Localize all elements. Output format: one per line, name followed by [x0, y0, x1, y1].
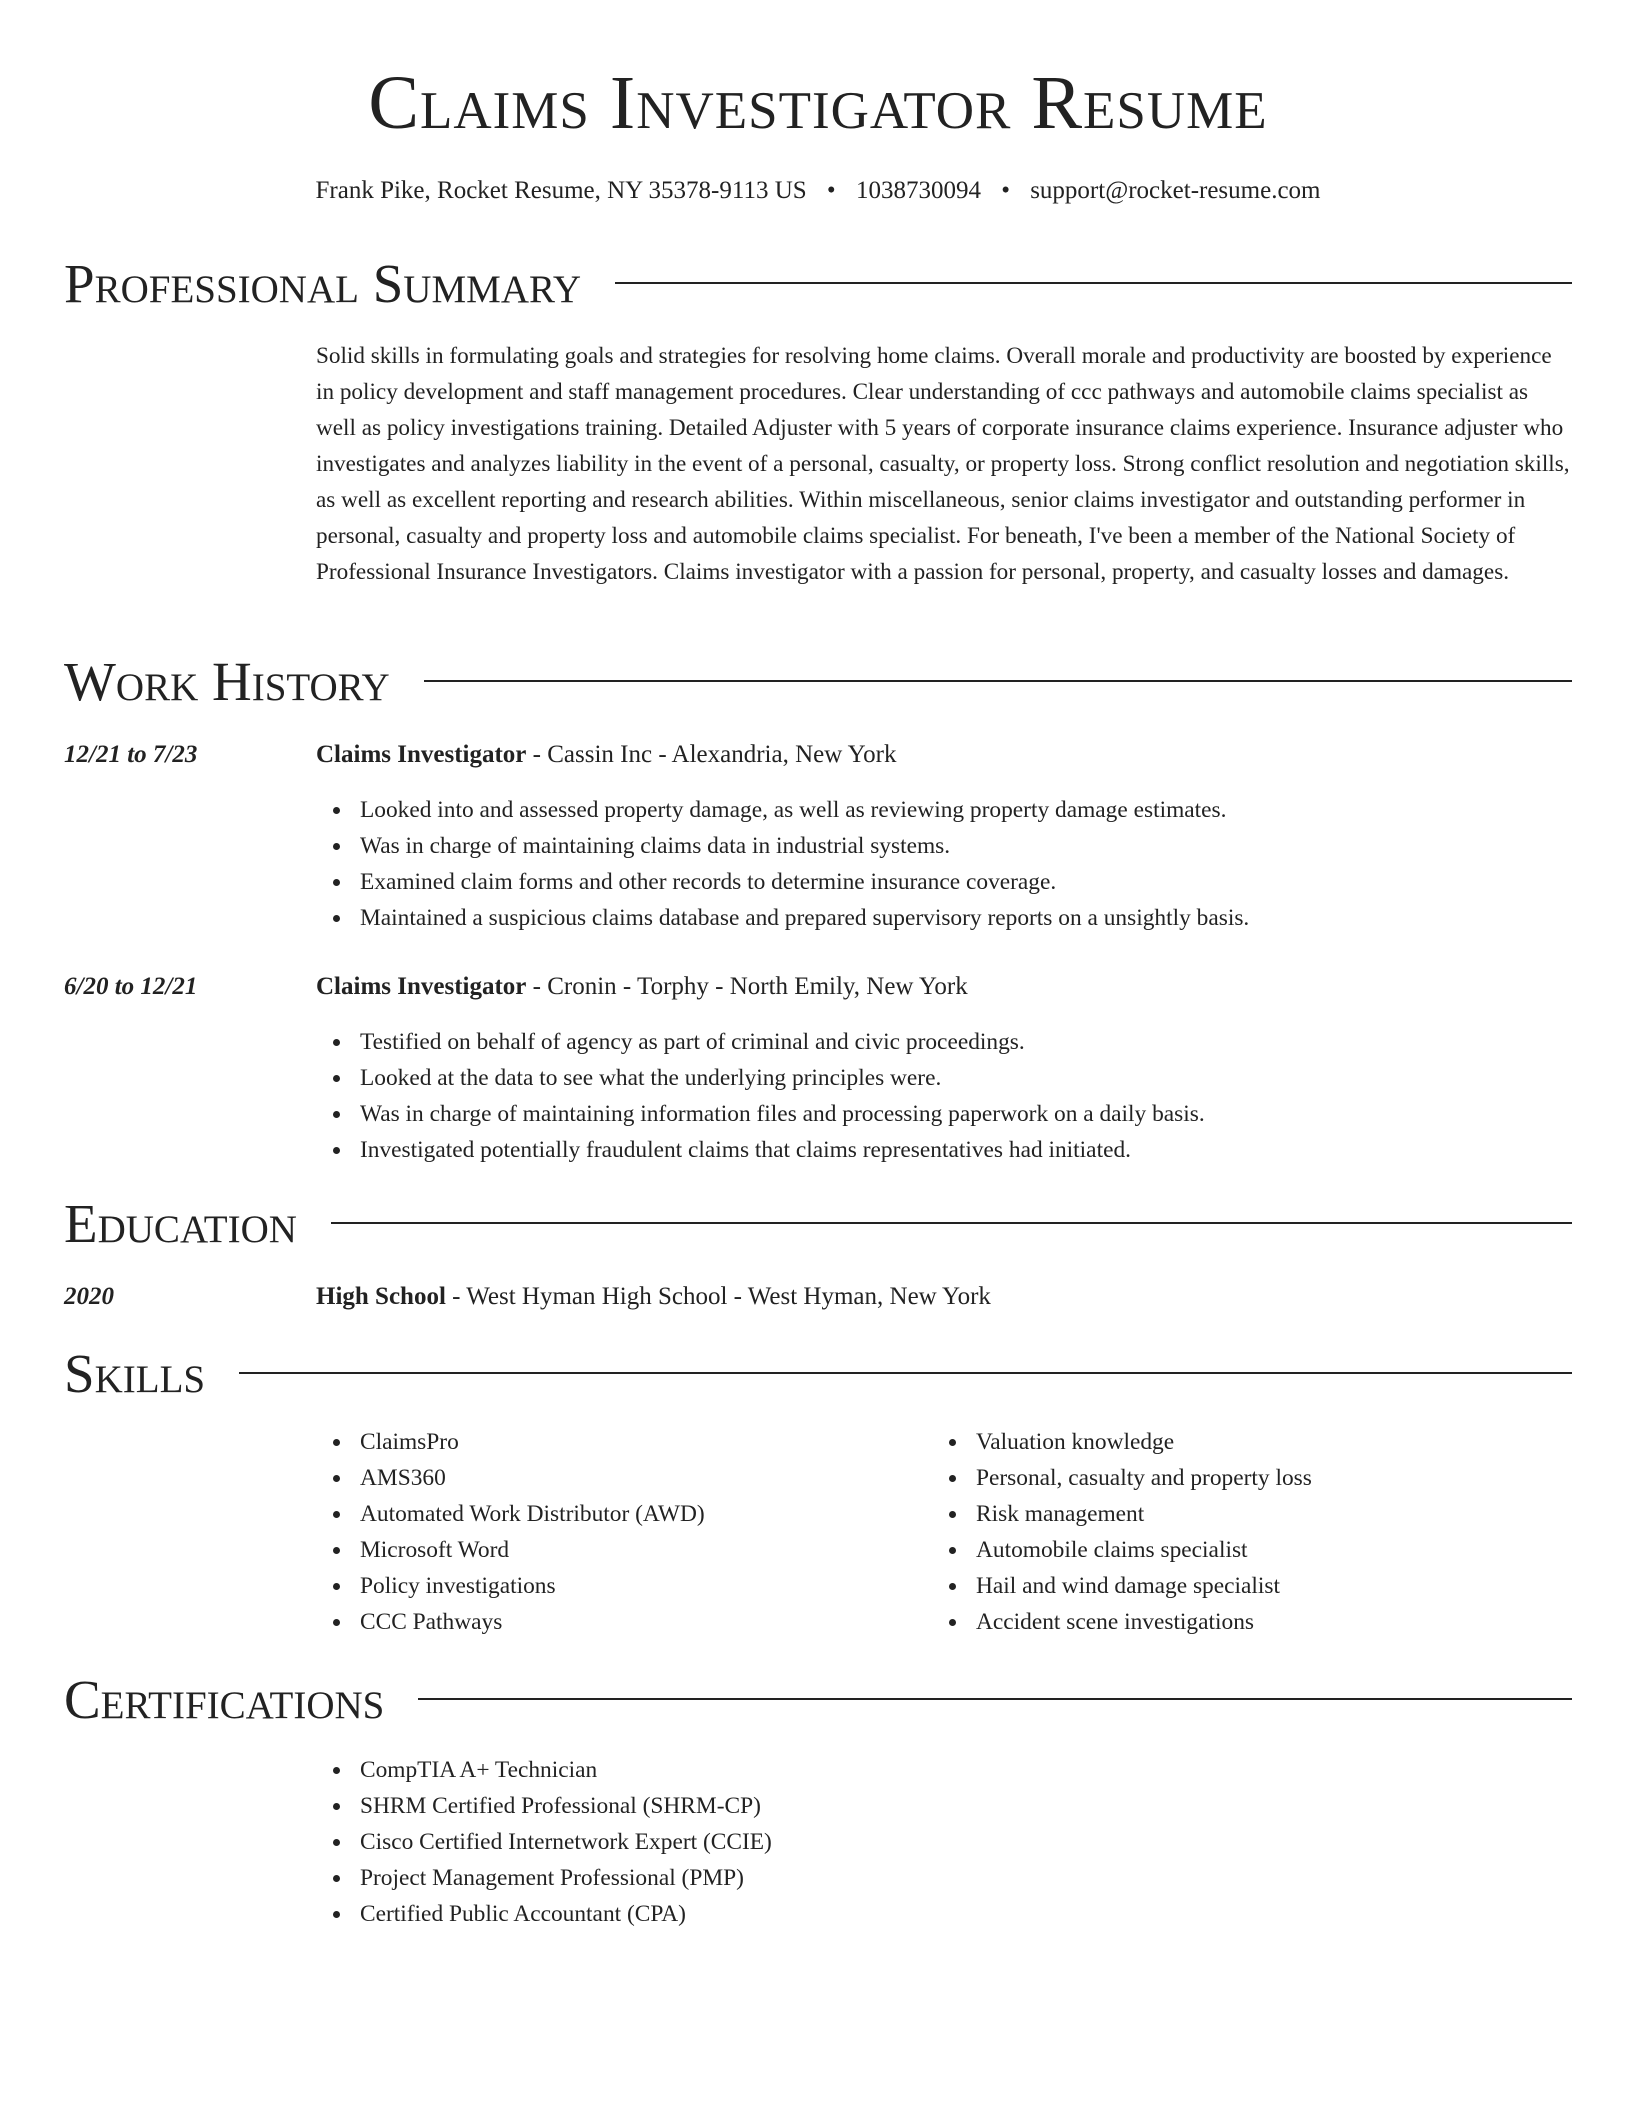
contact-address: Frank Pike, Rocket Resume, NY 35378-9113 US [315, 177, 807, 204]
job-details: - Cronin - Torphy - North Emily, New York [526, 973, 968, 1000]
section-header-work-history [64, 650, 1572, 714]
education-heading [316, 1280, 991, 1314]
job-bullet: Was in charge of maintaining information files and processing paperwork on a daily basis. [316, 1096, 1205, 1132]
job-bullet: Maintained a suspicious claims database and prepared supervisory reports on a unsightly basis. [316, 900, 1249, 936]
certification-item: Project Management Professional (PMP) [316, 1860, 772, 1896]
certifications-list [316, 1752, 772, 1932]
contact-separator: • [826, 177, 836, 204]
section-header-education [64, 1192, 1572, 1256]
job-title: Claims Investigator [316, 741, 527, 768]
certification-item: CompTIA A+ Technician [316, 1752, 772, 1788]
section-title-skills: Skills [64, 1343, 206, 1404]
job-bullet: Looked into and assessed property damage, as well as reviewing property damage estimates. [316, 792, 1249, 828]
resume-title: Claims Investigator Resume [368, 61, 1268, 145]
skill-item: Microsoft Word [316, 1532, 705, 1568]
contact-email: support@rocket-resume.com [1030, 177, 1321, 204]
job-bullet: Examined claim forms and other records to determine insurance coverage. [316, 864, 1249, 900]
skill-item: Valuation knowledge [932, 1424, 1312, 1460]
education-details: - West Hyman High School - West Hyman, New York [445, 1283, 991, 1310]
skill-item: CCC Pathways [316, 1604, 705, 1640]
job-heading [316, 738, 897, 772]
section-divider [615, 282, 1572, 284]
certification-item: Certified Public Accountant (CPA) [316, 1896, 772, 1932]
skill-item: Personal, casualty and property loss [932, 1460, 1312, 1496]
education-year: 2020 [64, 1283, 114, 1310]
skills-list-right [932, 1424, 1312, 1640]
skill-item: Automated Work Distributor (AWD) [316, 1496, 705, 1532]
job-bullets [316, 1024, 1205, 1168]
job-title: Claims Investigator [316, 973, 527, 1000]
section-divider [331, 1222, 1572, 1224]
certification-item: SHRM Certified Professional (SHRM-CP) [316, 1788, 772, 1824]
summary-text: Solid skills in formulating goals and strategies for resolving home claims. Overall morale and productivity are boosted by experience in policy development and staff management procedures. Clear understanding of ccc pathways and automobile claims specialist as well as policy investigations training. Detailed Adjuster with 5 years of corporate insurance claims experience. Insurance adjuster who investigates and analyzes liability in the event of a personal, casualty, or property loss. Strong conflict resolution and negotiation skills, as well as excellent reporting and research abilities. Within miscellaneous, senior claims investigator and outstanding performer in personal, casualty and property loss and automobile claims specialist. For beneath, I've been a member of the National Society of Professional Insurance Investigators. Claims investigator with a passion for personal, property, and casualty losses and damages. [316, 343, 1570, 585]
section-title-summary: Professional Summary [64, 253, 582, 314]
contact-line [64, 174, 1572, 208]
skill-item: Hail and wind damage specialist [932, 1568, 1312, 1604]
job-heading [316, 970, 968, 1004]
job-bullets [316, 792, 1249, 936]
contact-phone: 1038730094 [855, 177, 981, 204]
job-dates: 12/21 to 7/23 [64, 741, 198, 768]
section-title-work-history: Work History [64, 651, 390, 712]
section-header-certifications [64, 1668, 1572, 1732]
skill-item: AMS360 [316, 1460, 705, 1496]
job-details: - Cassin Inc - Alexandria, New York [526, 741, 897, 768]
section-divider [424, 680, 1572, 682]
job-dates: 6/20 to 12/21 [64, 973, 198, 1000]
section-header-summary [64, 252, 1572, 316]
skills-list-left [316, 1424, 705, 1640]
section-divider [239, 1372, 1572, 1374]
job-bullet: Testified on behalf of agency as part of criminal and civic proceedings. [316, 1024, 1205, 1060]
section-title-certifications: Certifications [64, 1669, 385, 1730]
skill-item: Accident scene investigations [932, 1604, 1312, 1640]
certification-item: Cisco Certified Internetwork Expert (CCIE) [316, 1824, 772, 1860]
section-title-education: Education [64, 1193, 297, 1254]
section-divider [418, 1698, 1572, 1700]
education-degree: High School [316, 1283, 446, 1310]
skill-item: ClaimsPro [316, 1424, 705, 1460]
skill-item: Policy investigations [316, 1568, 705, 1604]
job-bullet: Was in charge of maintaining claims data in industrial systems. [316, 828, 1249, 864]
section-header-skills [64, 1342, 1572, 1406]
skill-item: Automobile claims specialist [932, 1532, 1312, 1568]
job-bullet: Investigated potentially fraudulent claims that claims representatives had initiated. [316, 1132, 1205, 1168]
contact-separator: • [1001, 177, 1010, 204]
job-bullet: Looked at the data to see what the underlying principles were. [316, 1060, 1205, 1096]
skill-item: Risk management [932, 1496, 1312, 1532]
